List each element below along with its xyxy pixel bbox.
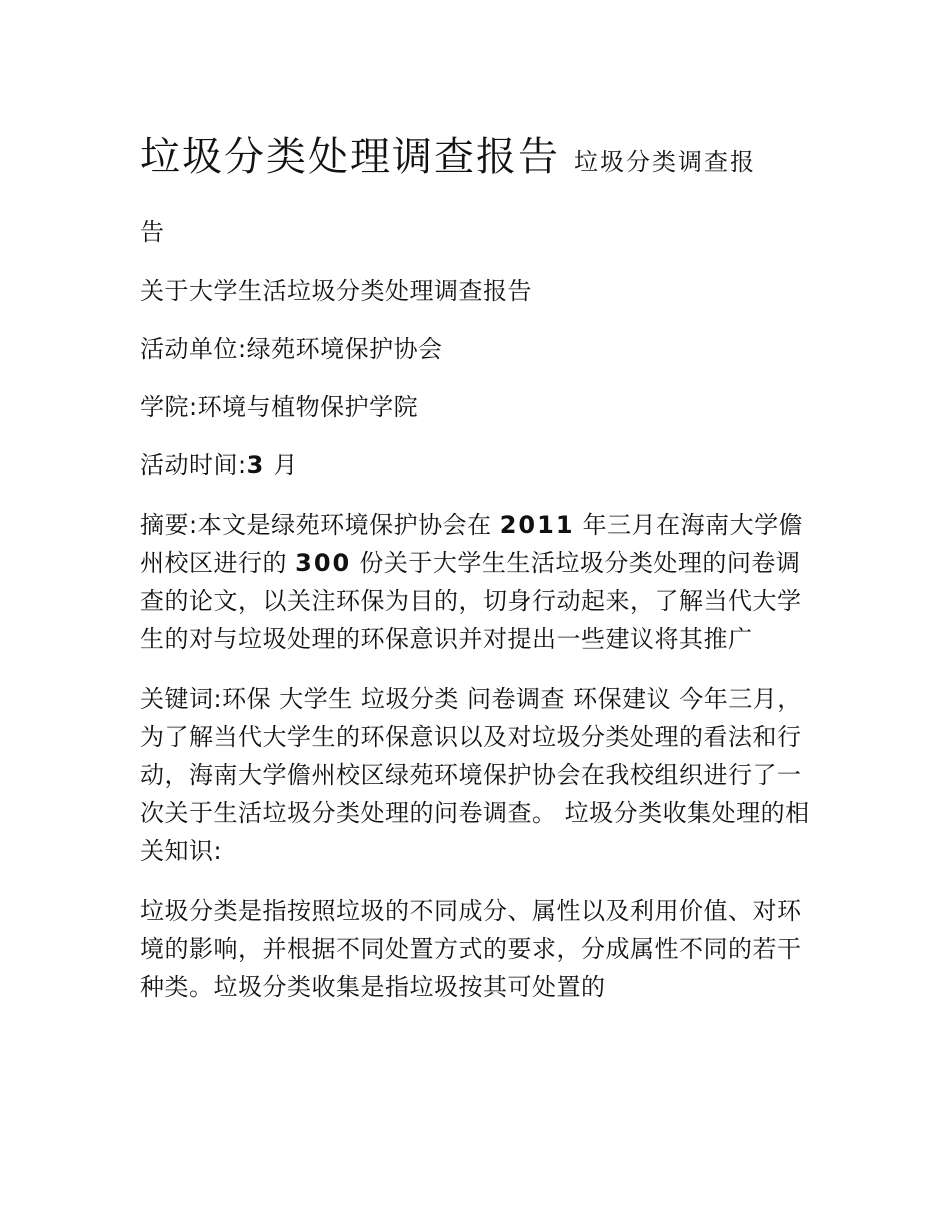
abstract-part-3: 份关于大学生生活垃圾分类处理的问卷调查的论文，以关注环保为目的，切身行动起来，了解当代大学生的对与垃圾处理的环保意识并对提出一些建议将其推广: [140, 549, 802, 653]
college: 学院:环境与植物保护学院: [140, 393, 419, 421]
keywords-paragraph: 关键词:环保 大学生 垃圾分类 问卷调查 环保建议 今年三月，为了解当代大学生的环保意识以及对垃圾分类处理的看法和行动，海南大学儋州校区绿苑环境保护协会在我校组织进行了一次关于生活垃圾分类处理的问卷调查。 垃圾分类收集处理的相关知识:: [140, 685, 810, 865]
abstract-year: 2011: [499, 511, 575, 539]
activity-time-suffix: 月: [265, 451, 298, 479]
abstract-paragraph: [140, 506, 820, 658]
report-subtitle: 关于大学生活垃圾分类处理调查报告: [140, 277, 532, 305]
abstract-part-1: 摘要:本文是绿苑环境保护协会在: [140, 511, 500, 539]
document-page: [140, 128, 820, 1006]
title-main: 垃圾分类处理调查报告: [140, 134, 560, 180]
title-sub-wrap: 告: [140, 218, 164, 246]
activity-time-prefix: 活动时间:: [140, 451, 247, 479]
body-paragraph: 垃圾分类是指按照垃圾的不同成分、属性以及利用价值、对环境的影响，并根据不同处置方式的要求，分成属性不同的若干种类。垃圾分类收集是指垃圾按其可处置的: [140, 897, 802, 1001]
abstract-count: 300: [295, 549, 352, 577]
document-title: [140, 128, 820, 194]
activity-time-number: 3: [246, 451, 266, 479]
activity-time: [140, 446, 820, 484]
abstract-part-2: 年三月在海南大学儋州校区进行的: [140, 511, 804, 577]
activity-unit: 活动单位:绿苑环境保护协会: [140, 335, 443, 363]
title-sub: 垃圾分类调查报: [574, 148, 756, 176]
